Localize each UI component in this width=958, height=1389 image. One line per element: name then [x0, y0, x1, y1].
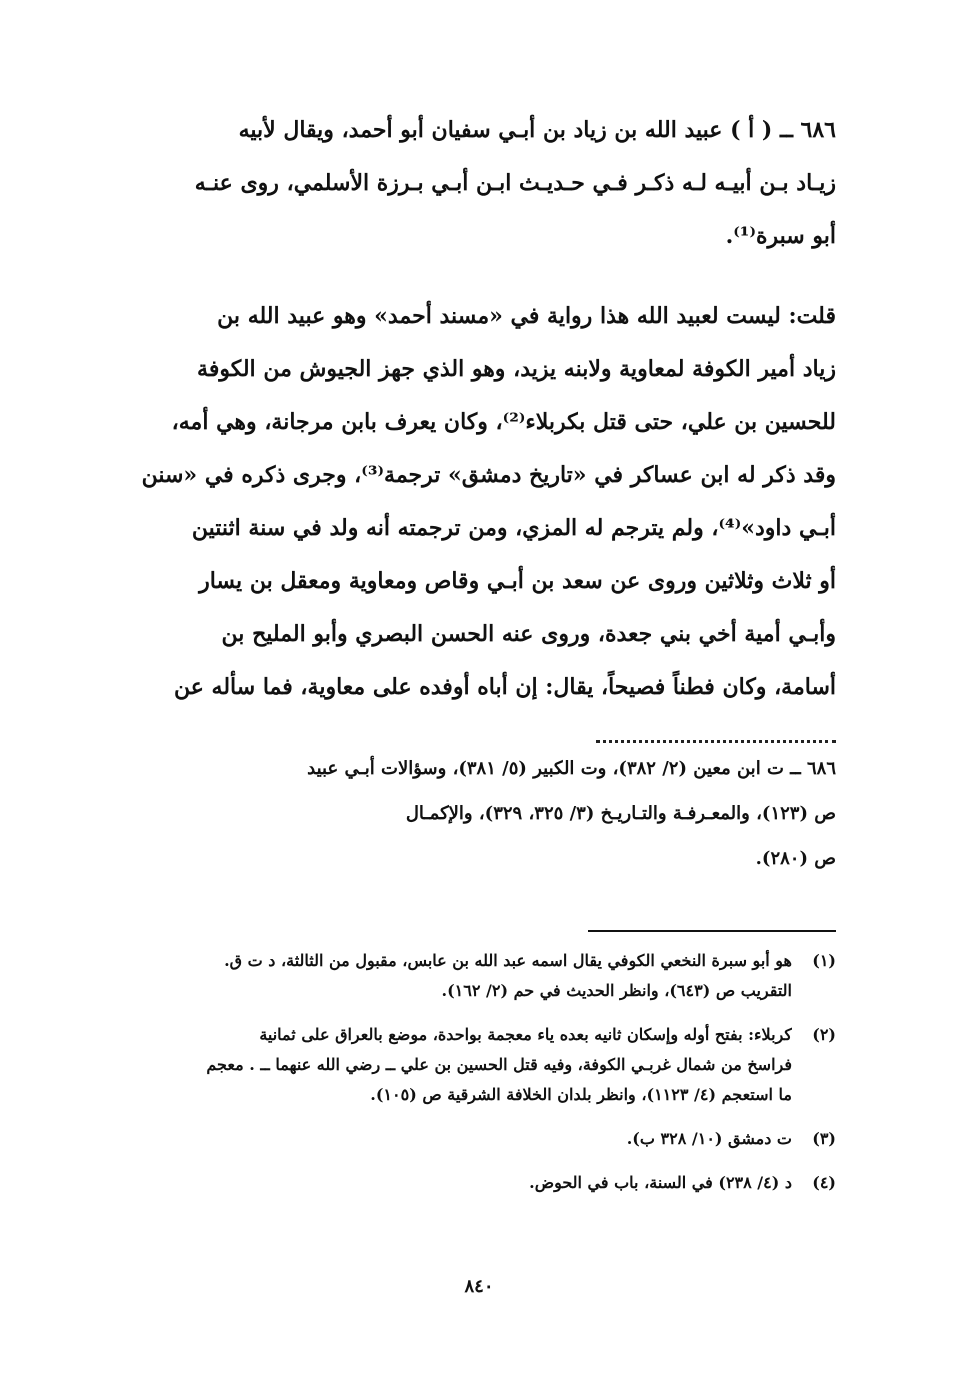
- footnote-number: (٢): [812, 1025, 836, 1044]
- entry-line: أبو سبرة⁽¹⁾.: [725, 223, 836, 249]
- dotted-separator: [596, 728, 836, 743]
- footnote-list: [120, 946, 836, 1212]
- footnote-number: (٣): [812, 1129, 836, 1148]
- footnote-line: هو أبو سبرة النخعي الكوفي يقال اسمه عبد الله بن عابس، مقبول من الثالثة، د ت ق.: [224, 951, 792, 970]
- commentary-line: للحسين بن علي، حتى قتل بكربلاء⁽²⁾، وكان يعرف بابن مرجانة، وهي أمه،: [171, 409, 836, 435]
- entry-line: ٦٨٦ ــ ( أ ) عبيد الله بن زياد بن أبـي سفيان أبو أحمد، ويقال لأبيه: [238, 117, 836, 143]
- footnote-line: التقريب ص (٦٤٣)، وانظر الحديث في حم (٢/ ١٦٢).: [441, 981, 792, 1000]
- sources-paragraph: [120, 746, 836, 881]
- sources-line: ص (١٢٣)، والمعـرفـة والتـاريـخ (٣/ ٣٢٥، ٣٢٩)، والإكمـال: [405, 803, 836, 824]
- footnote-line: فراسخ من شمال غربـي الكوفة، وفيه قتل الحسين بن علي ــ رضي الله عنهما ــ . معجم: [206, 1055, 792, 1074]
- footnote-line: كربلاء: بفتح أوله وإسكان ثانيه بعده ياء معجمة بواحدة، موضع بالعراق على ثمانية: [259, 1025, 792, 1044]
- commentary-line: قلت: ليست لعبيد الله هذا رواية في «مسند أحمد» وهو عبيد الله بن: [217, 303, 836, 329]
- footnote-text: [120, 1124, 792, 1154]
- entry-paragraph: [120, 104, 836, 263]
- footnote-rule: [588, 930, 836, 932]
- footnote-3: [120, 1124, 836, 1154]
- entry-line: زيـاد بـن أبيـه لـه ذكـر فـي حـديـث ابـن أبـي بـرزة الأسلمي، روى عنـه: [194, 170, 836, 196]
- commentary-line: وأبـي أمية أخي بني جعدة، وروى عنه الحسن البصري وأبو المليح بن: [221, 621, 836, 647]
- sources-line: ٦٨٦ ــ ت ابن معين (٢/ ٣٨٢)، وت الكبير (٥/ ٣٨١)، وسؤالات أبـي عبيد: [307, 758, 836, 779]
- footnote-text: [120, 946, 792, 1006]
- footnote-line: ت دمشق (١٠/ ٣٢٨ ب).: [626, 1129, 792, 1148]
- commentary-paragraph: [120, 290, 836, 714]
- commentary-line: أبـي داود»⁽⁴⁾، ولم يترجم له المزي، ومن ترجمته أنه ولد في سنة اثنتين: [191, 515, 836, 541]
- commentary-line: زياد أمير الكوفة لمعاوية ولابنه يزيد، وهو الذي جهز الجيوش من الكوفة: [197, 356, 836, 382]
- footnote-2: [120, 1020, 836, 1110]
- sources-line: ص (٢٨٠).: [755, 848, 836, 869]
- footnote-text: [120, 1168, 792, 1198]
- footnote-number: (٤): [812, 1173, 836, 1192]
- footnote-line: ما استعجم (٤/ ١١٢٣)، وانظر بلدان الخلافة الشرقية ص (١٠٥).: [370, 1085, 792, 1104]
- commentary-line: أسامة، وكان فطناً فصيحاً، يقال: إن أباه أوفده على معاوية، فما سأله عن: [174, 674, 836, 700]
- footnote-4: [120, 1168, 836, 1198]
- footnote-line: د (٤/ ٢٣٨) في السنة، باب في الحوض.: [529, 1173, 792, 1192]
- commentary-line: أو ثلاث وثلاثين وروى عن سعد بن أبـي وقاص ومعاوية ومعقل بن يسار: [199, 568, 836, 594]
- footnote-number: (١): [812, 951, 836, 970]
- footnote-1: [120, 946, 836, 1006]
- page-number: ٨٤٠: [464, 1276, 494, 1297]
- commentary-line: وقد ذكر له ابن عساكر في «تاريخ دمشق» ترجمة⁽³⁾، وجرى ذكره في «سنن: [141, 462, 836, 488]
- footnote-text: [120, 1020, 792, 1110]
